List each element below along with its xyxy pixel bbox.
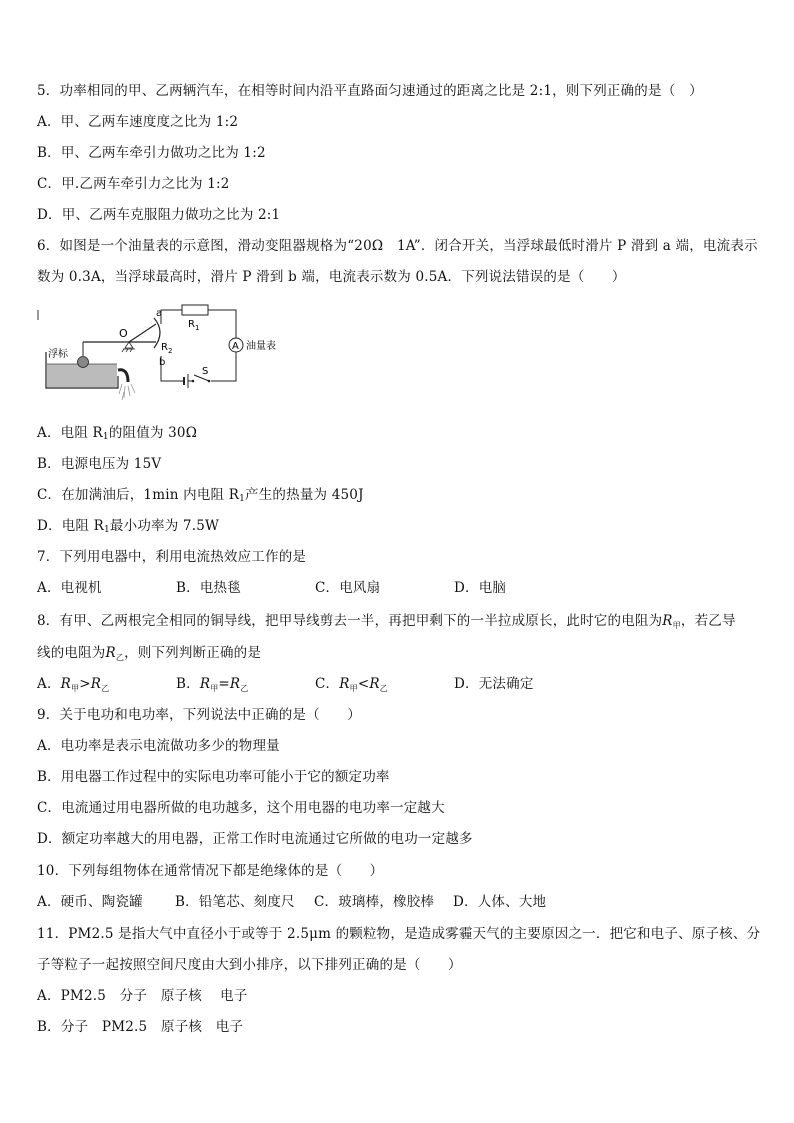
q8-stem-line2: 线的电阻为$R_乙$，则下列判断正确的是 (37, 645, 262, 662)
q10-option-b[interactable]: B．铅笔芯、刻度尺 (175, 894, 295, 910)
q8-options (37, 675, 534, 698)
q10-options (37, 893, 546, 911)
q7-option-c[interactable]: C．电风扇 (315, 580, 381, 596)
q8-option-a[interactable]: A．$R_甲>R_乙$ (37, 676, 110, 693)
q9-option-a[interactable]: A．电功率是表示电流做功多少的物理量 (37, 738, 280, 754)
pivot-icon (125, 342, 133, 348)
q6-option-c[interactable]: C．在加满油后，1min 内电阻 $R_1$产生的热量为 450J (37, 487, 364, 504)
float-ball (78, 357, 89, 368)
q7-options (37, 579, 506, 597)
q11-option-a[interactable]: A．PM2.5 分子 原子核 电子 (37, 988, 248, 1004)
q5-option-c[interactable]: C．甲.乙两车牵引力之比为 1:2 (37, 176, 230, 192)
q6-stem-line2: 数为 0.3A，当浮球最高时，滑片 P 滑到 b 端，电流表示数为 0.5A．下列说法错误的是（ ） (37, 269, 626, 285)
q10-option-c[interactable]: C．玻璃棒，橡胶棒 (314, 894, 435, 910)
r2-arc (154, 318, 160, 348)
q7-option-d[interactable]: D．电脑 (454, 580, 507, 596)
q5-option-a[interactable]: A．甲、乙两车速度度之比为 1:2 (37, 114, 239, 130)
q5-option-d[interactable]: D．甲、乙两车克服阻力做功之比为 2:1 (37, 207, 281, 223)
q11-option-b[interactable]: B．分子 PM2.5 原子核 电子 (37, 1019, 244, 1035)
q10-stem: 10．下列每组物体在通常情况下都是绝缘体的是（ ） (37, 863, 384, 879)
q10-option-a[interactable]: A．硬币、陶瓷罐 (37, 894, 143, 910)
outlet-pipe (118, 370, 128, 382)
b-label: b (159, 357, 166, 368)
meter-label: 油量表 (246, 341, 276, 352)
q9-option-b[interactable]: B．用电器工作过程中的实际电功率可能小于它的额定功率 (37, 769, 390, 785)
q10-option-d[interactable]: D．人体、大地 (453, 894, 547, 910)
pivot-label: O (119, 327, 128, 340)
q7-option-b[interactable]: B．电热毯 (176, 580, 241, 596)
q9-stem: 9．关于电功和电功率，下列说法中正确的是（ ） (37, 707, 361, 723)
q9-option-c[interactable]: C．电流通过用电器所做的电功越多，这个用电器的电功率一定越大 (37, 800, 445, 816)
q8-stem-line1: 8．有甲、乙两根完全相同的铜导线，把甲导线剪去一半，再把甲剩下的一半拉成原长，此时它的电阻为$R_甲$，若乙导 (37, 613, 736, 630)
q9-option-d[interactable]: D．额定功率越大的用电器，正常工作时电流通过它所做的电功一定越多 (37, 831, 473, 847)
a-label: a (156, 308, 163, 319)
q6-option-b[interactable]: B．电源电压为 15V (37, 456, 162, 472)
oil-gauge-circuit-diagram (36, 300, 296, 415)
q6-stem-line1: 6．如图是一个油量表的示意图，滑动变阻器规格为“20Ω 1A”．闭合开关，当浮球最低时滑片 P 滑到 a 端，电流表示 (37, 238, 758, 254)
q5-stem: 5．功率相同的甲、乙两辆汽车，在相等时间内沿平直路面匀速通过的距离之比是 2:1，则下列正确的是（ ） (37, 83, 703, 99)
q7-option-a[interactable]: A．电视机 (37, 580, 102, 596)
r1-resistor (182, 305, 208, 315)
r1-label: $R_1$ (188, 319, 200, 332)
q5-option-b[interactable]: B．甲、乙两车牵引力做功之比为 1:2 (37, 145, 266, 161)
q8-option-d[interactable]: D．无法确定 (454, 676, 534, 692)
q8-option-b[interactable]: B．$R_甲=R_乙$ (176, 676, 249, 693)
q6-option-a[interactable]: A．电阻 $R_1$的阻值为 30Ω (37, 425, 198, 442)
float-label: 浮标 (48, 349, 68, 360)
q7-stem: 7．下列用电器中，利用电流热效应工作的是 (37, 549, 307, 565)
switch-label: S (202, 366, 209, 377)
ammeter-label: A (232, 341, 239, 352)
q6-option-d[interactable]: D．电阻 $R_1$最小功率为 7.5W (37, 518, 220, 535)
drip-lines (119, 384, 135, 400)
q8-option-c[interactable]: C．$R_甲<R_乙$ (315, 676, 388, 693)
r2-label: $R_2$ (161, 342, 173, 355)
q11-stem-line1: 11．PM2.5 是指大气中直径小于或等于 2.5μm 的颗粒物，是造成雾霾天气的主要原因之一．把它和电子、原子核、分 (37, 926, 761, 942)
q11-stem-line2: 子等粒子一起按照空间尺度由大到小排序，以下排列正确的是（ ） (37, 957, 462, 973)
slider-arm (129, 324, 156, 342)
